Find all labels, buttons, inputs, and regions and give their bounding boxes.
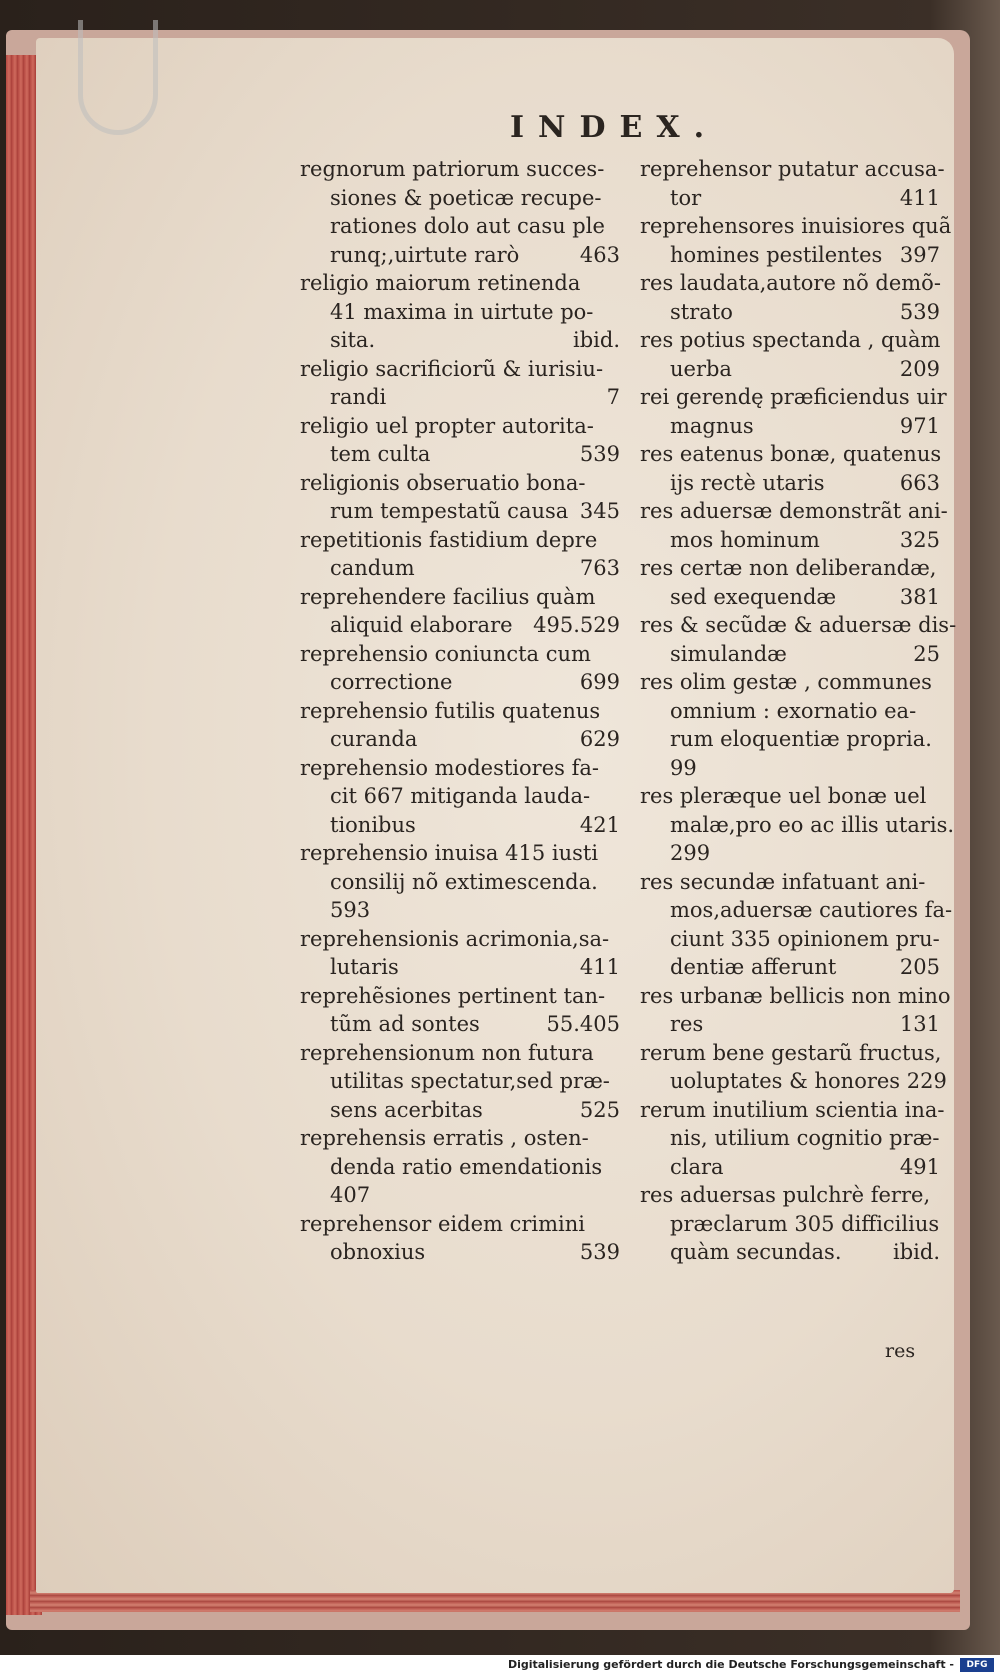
page-reference: 205: [899, 955, 940, 979]
entry-text: res certæ non deliberandæ,: [640, 556, 937, 580]
entry-line: [640, 611, 957, 640]
index-entry: [640, 1039, 947, 1096]
entry-text: quàm secundas.: [670, 1240, 842, 1264]
entry-text: ciunt 335 opinionem pru-: [670, 926, 940, 951]
entry-line: [640, 1181, 940, 1210]
page-reference: 25: [913, 641, 940, 666]
index-entry: [640, 212, 952, 269]
index-entry: [300, 925, 620, 982]
entry-line: [640, 440, 940, 469]
entry-line: [640, 355, 940, 384]
entry-line: [300, 754, 620, 783]
entry-text: nis, utilium cognitio præ-: [670, 1126, 940, 1150]
entry-text: 299: [670, 841, 711, 865]
entry-line: [300, 611, 620, 640]
entry-line: [640, 1153, 940, 1182]
entry-line: [640, 1210, 940, 1239]
entry-line: [640, 982, 951, 1011]
entry-text: religio sacrificiorũ & iurisiu-: [300, 356, 604, 381]
entry-text: runq;,uirtute rarò: [330, 242, 520, 267]
index-entry: [640, 1181, 940, 1267]
entry-line: [300, 583, 620, 612]
entry-line: [640, 839, 940, 868]
entry-line: [640, 383, 947, 412]
entry-text: uerba: [670, 356, 732, 381]
entry-text: simulandæ: [670, 641, 787, 666]
entry-line: [300, 1124, 620, 1153]
entry-line: [300, 782, 620, 811]
entry-line: [300, 412, 620, 441]
index-entry: [300, 839, 620, 925]
entry-text: res aduersas pulchrè ferre,: [640, 1183, 931, 1207]
entry-text: res urbanæ bellicis non mino: [640, 983, 951, 1008]
entry-text: sita.: [330, 328, 376, 352]
entry-text: 99: [670, 755, 697, 780]
entry-text: reprehensio coniuncta cum: [300, 641, 591, 666]
dfg-logo: DFG: [960, 1658, 994, 1672]
entry-text: rerum inutilium scientia ina-: [640, 1097, 945, 1122]
entry-line: [300, 811, 620, 840]
entry-line: [640, 583, 940, 612]
entry-line: [640, 241, 940, 270]
entry-text: malæ,pro eo ac illis utaris.: [670, 812, 955, 837]
entry-text: lutaris: [330, 955, 399, 979]
entry-line: [300, 668, 620, 697]
entry-text: reprehensio modestiores fa-: [300, 755, 599, 780]
index-entry: [640, 782, 955, 868]
page-reference: 381: [899, 584, 940, 609]
entry-line: [300, 212, 620, 241]
index-entry: [640, 554, 940, 611]
entry-line: [300, 725, 620, 754]
index-entry: [300, 640, 620, 697]
entry-line: [640, 469, 940, 498]
index-entry: [640, 982, 951, 1039]
entry-line: [300, 896, 620, 925]
entry-text: reprehensionum non futura: [300, 1040, 594, 1065]
running-header: INDEX.: [510, 110, 719, 145]
entry-line: [640, 668, 940, 697]
entry-text: religio maiorum retinenda: [300, 271, 581, 295]
page-reference: ibid.: [893, 1240, 940, 1264]
entry-text: cit 667 mitiganda lauda-: [330, 784, 591, 808]
index-entry: [300, 355, 620, 412]
entry-line: [640, 640, 940, 669]
entry-line: [640, 697, 940, 726]
page-reference: 131: [899, 1012, 940, 1036]
entry-text: tionibus: [330, 812, 416, 837]
entry-text: res eatenus bonæ, quatenus: [640, 442, 942, 466]
entry-text: obnoxius: [330, 1240, 426, 1264]
index-entry: [640, 611, 957, 668]
entry-line: [640, 269, 940, 298]
entry-line: [300, 1096, 620, 1125]
page-reference: 763: [579, 556, 620, 580]
entry-line: [300, 1210, 620, 1239]
entry-text: rei gerendę præficiendus uir: [640, 385, 947, 409]
entry-text: res pleræque uel bonæ uel: [640, 784, 927, 808]
entry-line: [640, 184, 940, 213]
entry-text: rationes dolo aut casu ple: [330, 214, 605, 238]
page-reference: 539: [579, 1240, 620, 1264]
entry-line: [300, 982, 620, 1011]
page-reference: 325: [899, 527, 940, 552]
entry-line: [640, 953, 940, 982]
entry-line: [300, 697, 620, 726]
digitization-footer: [0, 1655, 1000, 1675]
index-entry: [640, 1096, 945, 1182]
index-entry: [300, 583, 620, 640]
entry-text: dentiæ afferunt: [670, 955, 837, 979]
entry-line: [640, 1096, 945, 1125]
entry-text: rum tempestatũ causa: [330, 499, 569, 523]
index-entry: [640, 269, 940, 326]
page-reference: ibid.: [573, 328, 620, 352]
index-entry: [300, 469, 620, 526]
entry-text: res potius spectanda , quàm: [640, 328, 941, 352]
entry-line: [300, 1238, 620, 1267]
entry-text: reprehensores inuisiores quã: [640, 214, 952, 238]
entry-line: [300, 554, 620, 583]
entry-text: aliquid elaborare: [330, 613, 513, 637]
entry-text: reprehensis erratis , osten-: [300, 1126, 589, 1150]
entry-text: tem culta: [330, 442, 431, 466]
entry-text: consilij nõ extimescenda.: [330, 869, 598, 894]
page-reference: 539: [899, 299, 940, 324]
page-reference: 495.529: [533, 613, 620, 637]
entry-line: [300, 1153, 620, 1182]
entry-line: [300, 1010, 620, 1039]
page-reference: 663: [899, 470, 940, 495]
entry-text: religionis obseruatio bona-: [300, 470, 586, 495]
entry-text: randi: [330, 385, 387, 409]
entry-line: [300, 1067, 620, 1096]
entry-line: [300, 925, 620, 954]
entry-line: [300, 298, 620, 327]
entry-line: [300, 1039, 620, 1068]
index-entry: [640, 868, 953, 982]
entry-text: homines pestilentes: [670, 242, 883, 267]
page-reference: 491: [899, 1154, 940, 1179]
index-entry: [300, 1124, 620, 1210]
entry-line: [640, 1238, 940, 1267]
entry-line: [640, 725, 940, 754]
entry-text: utilitas spectatur,sed præ-: [330, 1069, 610, 1093]
index-column-left: [300, 155, 620, 1267]
entry-line: [640, 811, 955, 840]
entry-text: strato: [670, 299, 733, 324]
paper-clip: [78, 20, 158, 135]
index-entry: [300, 526, 620, 583]
page-reference: 7: [606, 385, 620, 409]
catchword: res: [885, 1340, 916, 1362]
page-reference: 629: [579, 727, 620, 751]
page-reference: 539: [579, 442, 620, 466]
index-entry: [300, 1039, 620, 1125]
entry-line: [640, 925, 940, 954]
entry-line: [640, 212, 952, 241]
entry-text: res: [670, 1012, 704, 1036]
entry-line: [640, 896, 953, 925]
entry-line: [300, 184, 620, 213]
entry-text: res laudata,autore nõ demõ-: [640, 271, 941, 295]
entry-line: [640, 412, 940, 441]
entry-text: reprehendere facilius quàm: [300, 584, 596, 609]
entry-line: [300, 241, 620, 270]
entry-text: repetitionis fastidium depre: [300, 527, 598, 552]
index-entry: [640, 440, 940, 497]
entry-text: curanda: [330, 727, 418, 751]
entry-text: mos,aduersæ cautiores fa-: [670, 898, 953, 922]
page-reference: 55.405: [546, 1012, 620, 1036]
entry-text: reprehẽsiones pertinent tan-: [300, 983, 606, 1008]
entry-text: tor: [670, 185, 702, 210]
index-entry: [640, 155, 945, 212]
entry-line: [300, 469, 620, 498]
entry-line: [300, 1181, 620, 1210]
index-entry: [300, 697, 620, 754]
page-reference: 411: [579, 955, 620, 979]
entry-line: [300, 269, 620, 298]
index-entry: [640, 326, 940, 383]
entry-line: [300, 326, 620, 355]
index-entry: [640, 497, 948, 554]
entry-text: sens acerbitas: [330, 1097, 483, 1122]
entry-text: res aduersæ demonstrãt ani-: [640, 499, 948, 523]
entry-line: [640, 1067, 947, 1096]
entry-line: [300, 526, 620, 555]
entry-text: candum: [330, 556, 415, 580]
red-bottom-edge: [30, 1590, 960, 1612]
index-entry: [300, 412, 620, 469]
page-reference: 411: [899, 185, 940, 210]
entry-line: [300, 640, 620, 669]
entry-line: [640, 526, 940, 555]
page-reference: 971: [899, 413, 940, 438]
funding-credit: Digitalisierung gefördert durch die Deutsche Forschungsgemeinschaft -: [507, 1658, 954, 1671]
entry-line: [640, 782, 940, 811]
entry-line: [300, 868, 620, 897]
entry-text: rum eloquentiæ propria.: [670, 727, 932, 751]
index-entry: [640, 668, 940, 782]
index-entry: [300, 155, 620, 269]
entry-text: clara: [670, 1154, 724, 1179]
index-entry: [300, 1210, 620, 1267]
entry-text: omnium : exornatio ea-: [670, 698, 917, 723]
entry-text: rerum bene gestarũ fructus,: [640, 1040, 942, 1065]
entry-text: res secundæ infatuant ani-: [640, 869, 926, 894]
entry-text: 407: [330, 1183, 371, 1207]
entry-text: reprehensionis acrimonia,sa-: [300, 926, 610, 951]
entry-text: 593: [330, 898, 371, 922]
page-reference: 345: [579, 499, 620, 523]
page-reference: 463: [579, 242, 620, 267]
entry-text: reprehensor putatur accusa-: [640, 157, 945, 181]
page-reference: 699: [579, 670, 620, 694]
entry-text: tũm ad sontes: [330, 1012, 480, 1036]
entry-line: [640, 754, 940, 783]
entry-line: [640, 868, 940, 897]
entry-text: præclarum 305 difficilius: [670, 1211, 940, 1236]
entry-text: reprehensor eidem crimini: [300, 1211, 585, 1236]
entry-line: [640, 554, 940, 583]
entry-line: [300, 383, 620, 412]
entry-text: reprehensio inuisa 415 iusti: [300, 841, 599, 865]
entry-text: reprehensio futilis quatenus: [300, 698, 601, 723]
entry-line: [640, 1039, 940, 1068]
entry-line: [640, 155, 945, 184]
entry-text: regnorum patriorum succes-: [300, 157, 605, 181]
entry-line: [300, 355, 620, 384]
page-reference: 525: [579, 1097, 620, 1122]
entry-line: [640, 1124, 940, 1153]
entry-line: [640, 298, 940, 327]
entry-text: 41 maxima in uirtute po-: [330, 299, 594, 324]
entry-text: correctione: [330, 670, 453, 694]
page-reference: 209: [899, 356, 940, 381]
entry-text: uoluptates & honores 229: [670, 1069, 947, 1093]
index-entry: [300, 754, 620, 840]
page-reference: 397: [899, 242, 940, 267]
entry-line: [300, 440, 620, 469]
entry-text: magnus: [670, 413, 754, 438]
entry-line: [300, 839, 620, 868]
entry-text: ijs rectè utaris: [670, 470, 825, 495]
index-entry: [300, 982, 620, 1039]
page-reference: 421: [579, 812, 620, 837]
index-entry: [640, 383, 947, 440]
entry-text: res & secũdæ & aduersæ dis-: [640, 613, 957, 637]
index-column-right: [640, 155, 957, 1267]
entry-text: mos hominum: [670, 527, 820, 552]
entry-text: denda ratio emendationis: [330, 1154, 603, 1179]
entry-line: [640, 326, 940, 355]
entry-text: sed exequendæ: [670, 584, 837, 609]
entry-line: [300, 953, 620, 982]
entry-text: religio uel propter autorita-: [300, 413, 594, 438]
index-entry: [300, 269, 620, 355]
entry-line: [640, 497, 948, 526]
entry-line: [300, 155, 620, 184]
entry-text: res olim gestæ , communes: [640, 670, 932, 694]
entry-line: [300, 497, 620, 526]
entry-text: siones & poeticæ recupe-: [330, 185, 602, 210]
entry-line: [640, 1010, 940, 1039]
